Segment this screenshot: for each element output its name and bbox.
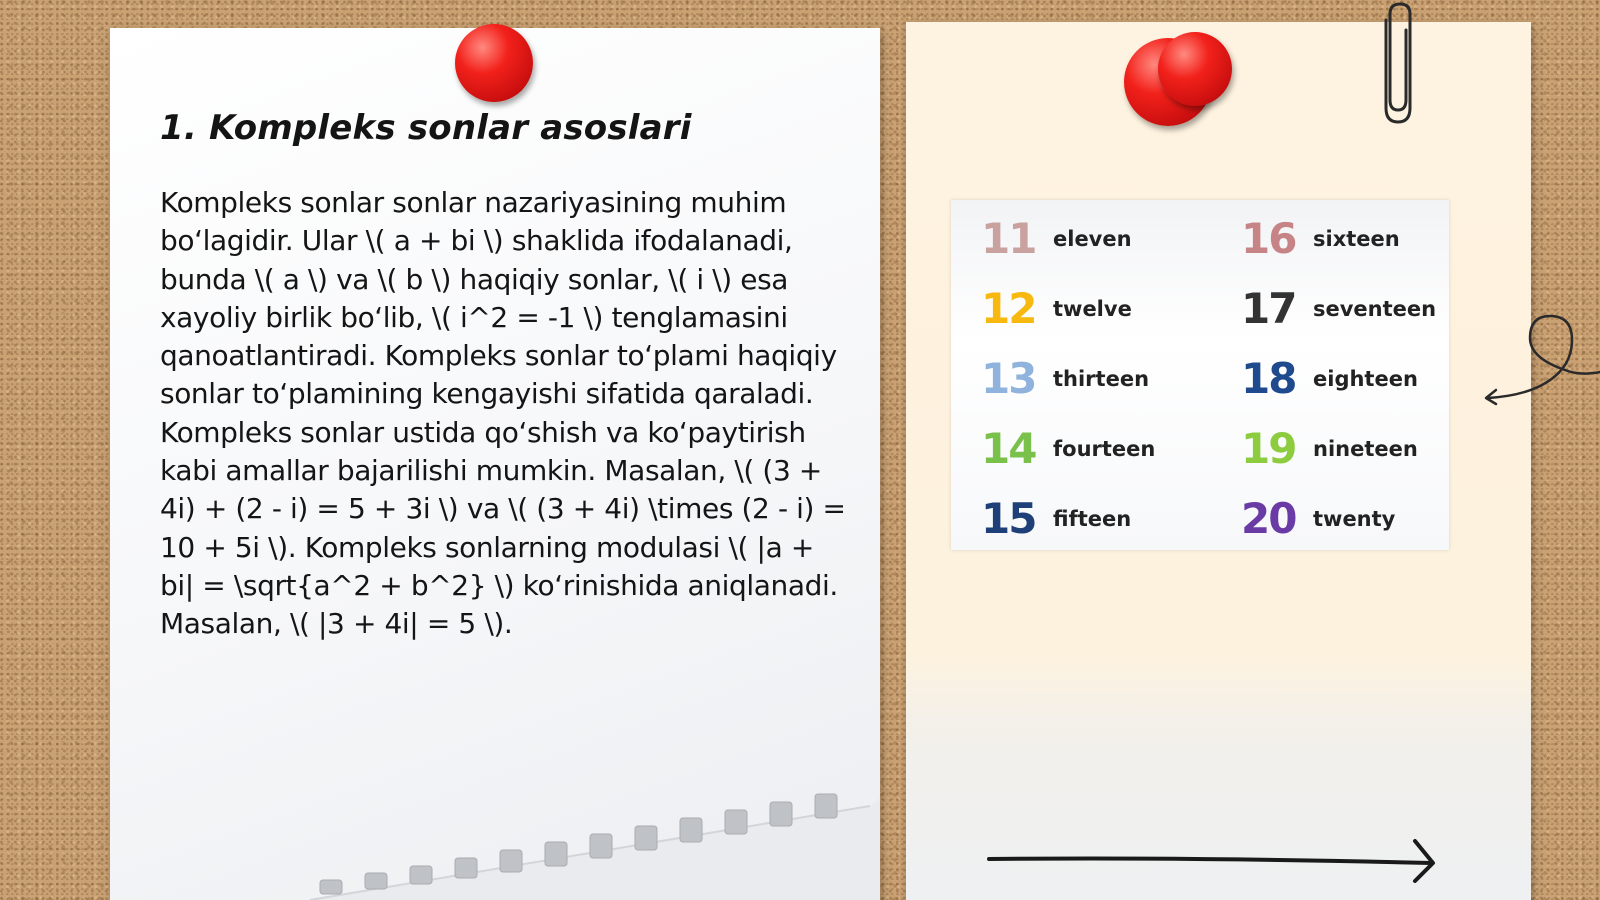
number-item-11: [981, 214, 1132, 263]
curly-string-arrow-icon: [1480, 310, 1600, 410]
number-word: twelve: [1053, 296, 1132, 321]
number-item-12: [981, 284, 1132, 333]
number-word: thirteen: [1053, 366, 1150, 391]
body-paragraph: Kompleks sonlar sonlar nazariyasining muhim bo‘lagidir. Ular \( a + bi \) shaklida ifodalanadi, bunda \( a \) va \( b \) haqiqiy sonlar, \( i \) esa xayoliy birlik bo‘lib, \( i^2 = -1 \) tenglamasini qanoatlantiradi. Kompleks sonlar to‘plami haqiqiy sonlar to‘plamining kengayishi sifatida qaraladi. Kompleks sonlar ustida qo‘shish va ko‘paytirish kabi amallar bajarilishi mumkin. Masalan, \( (3 + 4i) + (2 - i) = 5 + 3i \) va \( (3 + 4i) \times (2 - i) = 10 + 5i \). Kompleks sonlarning modulasi \( |a + bi| = \sqrt{a^2 + b^2} \) ko‘rinishida aniqlanadi. Masalan, \( |3 + 4i| = 5 \).: [160, 186, 846, 641]
number-item-17: [1241, 284, 1436, 333]
number-digit: 11: [981, 214, 1036, 263]
number-digit: 14: [981, 424, 1036, 473]
number-word: nineteen: [1313, 436, 1418, 461]
number-item-15: [981, 494, 1131, 543]
number-item-18: [1241, 354, 1418, 403]
paperclip-icon: [1372, 0, 1422, 130]
number-digit: 20: [1241, 494, 1296, 543]
number-word: fourteen: [1053, 436, 1156, 461]
number-item-20: [1241, 494, 1395, 543]
number-digit: 19: [1241, 424, 1296, 473]
number-word: eleven: [1053, 226, 1132, 251]
number-digit: 12: [981, 284, 1036, 333]
left-note-paper: [110, 28, 880, 900]
number-word: fifteen: [1053, 506, 1132, 531]
number-digit: 13: [981, 354, 1036, 403]
number-digit: 15: [981, 494, 1036, 543]
number-digit: 16: [1241, 214, 1296, 263]
numbers-card: [951, 200, 1449, 550]
page-title: 1. Kompleks sonlar asoslari: [160, 108, 692, 148]
number-item-14: [981, 424, 1155, 473]
number-item-13: [981, 354, 1149, 403]
number-digit: 17: [1241, 284, 1296, 333]
number-word: twenty: [1313, 506, 1396, 531]
number-word: eighteen: [1313, 366, 1418, 391]
pushpin-icon: [1158, 32, 1232, 106]
right-arrow-icon: [985, 835, 1445, 885]
number-item-19: [1241, 424, 1418, 473]
number-word: sixteen: [1313, 226, 1400, 251]
torn-paper-edge-icon: [110, 28, 880, 900]
number-digit: 18: [1241, 354, 1296, 403]
pushpin-icon: [455, 24, 533, 102]
number-item-16: [1241, 214, 1400, 263]
number-word: seventeen: [1313, 296, 1437, 321]
